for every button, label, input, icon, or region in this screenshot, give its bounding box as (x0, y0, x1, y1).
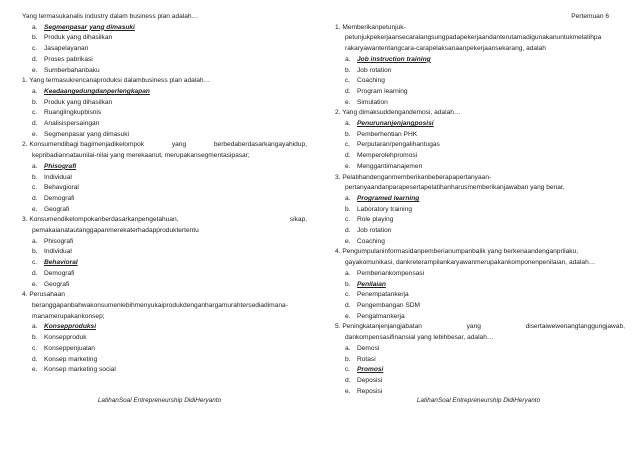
option-letter: b. (32, 248, 38, 256)
option-letter: a. (32, 23, 38, 31)
option-letter: d. (32, 355, 38, 363)
option-letter: a. (345, 194, 351, 202)
question-number: 3. (335, 173, 341, 181)
question-stem-cont: pemakaianatautanggapanmerekaterhadapproduktertentu (32, 227, 199, 235)
option-text: Demografi (44, 269, 75, 277)
answer-option (22, 130, 307, 141)
option-letter: c. (32, 45, 38, 53)
option-text: Konsepproduk (44, 334, 87, 342)
answer-option (22, 269, 307, 280)
answer-option (22, 183, 307, 194)
question-stem-part: sikap, (289, 216, 307, 224)
option-text: Coaching (357, 237, 385, 245)
option-text: Segmenpasar yang dimasuki (44, 130, 130, 138)
option-letter: c. (32, 344, 38, 352)
option-text: Pemberiankompensasi (357, 269, 425, 277)
option-text-correct: Keadaangedungdanperlengkapan (44, 87, 150, 95)
question-number: 1. (22, 77, 28, 85)
option-letter: b. (345, 280, 351, 288)
option-text-correct: Penurunanjenjangposisi (357, 120, 434, 128)
question-stem: Yang termasukrencanaproduksi dalambusiness plan adalah… (29, 77, 211, 85)
option-text: Geografi (44, 205, 70, 213)
question-stem-part: berbedaberdasarkangayahidup, (213, 141, 307, 149)
option-letter: b. (345, 66, 351, 74)
option-list (335, 119, 625, 173)
answer-option (22, 344, 307, 355)
question-stem: Perusahaan (29, 291, 65, 299)
option-letter: a. (32, 323, 38, 331)
option-text: Pengembangan SDM (357, 301, 421, 309)
right-question-column (335, 12, 625, 397)
option-text: Reposisi (357, 387, 383, 395)
answer-option (22, 280, 307, 291)
option-list (22, 87, 307, 141)
option-text: Laboratory training (357, 205, 412, 213)
question-stem-part: yang (171, 141, 187, 149)
option-text-correct: Behavioral (44, 259, 78, 267)
option-list (335, 344, 625, 398)
question-0 (22, 12, 307, 76)
right-page (319, 0, 638, 452)
option-list (335, 55, 625, 109)
question-stem: Yang termasukanalis industry dalam business plan adalah… (22, 13, 199, 20)
answer-option (22, 119, 307, 130)
question-3 (22, 215, 307, 290)
option-letter: b. (345, 205, 351, 213)
option-text-correct: Promosi (357, 366, 384, 374)
question-4 (335, 247, 625, 322)
answer-option (22, 355, 307, 366)
option-text: Phisografi (44, 237, 74, 245)
answer-option (22, 247, 307, 258)
option-text: Perputaran/pengalihantugas (357, 141, 440, 149)
option-letter: e. (345, 237, 351, 245)
question-number: 3. (22, 216, 28, 224)
question-number: 1. (335, 23, 341, 31)
question-stem-cont: beranggapanbahwakonsumenlebihmenyukaiprodukdenganhargamurahtersediadimana- (32, 301, 288, 309)
option-text: Geografi (44, 280, 70, 288)
option-letter: a. (345, 269, 351, 277)
question-stem-cont: pertanyaandanparapesertapelatihanharusmemberikanjawaban yang benar, (345, 184, 565, 192)
option-text: Rotasi (357, 355, 376, 363)
option-letter: c. (345, 141, 351, 149)
option-letter: b. (32, 98, 38, 106)
answer-option (22, 23, 307, 34)
option-text-correct: Penilaian (357, 280, 386, 288)
answer-option (22, 322, 307, 333)
left-question-column (22, 12, 307, 376)
answer-option (335, 312, 625, 323)
answer-option (22, 108, 307, 119)
option-text: Coaching (357, 77, 385, 85)
answer-option (22, 55, 307, 66)
question-stem: Memberikanpetunjuk- (342, 23, 406, 31)
question-2 (335, 108, 625, 172)
question-stem: Pengumpulaninformasidanpemberianumpanbalik yang berkenaandenganprilaku, (342, 248, 579, 256)
answer-option (335, 194, 625, 205)
page-footer: LatihanSoal Entrepreneurship DidiHeryanto (97, 397, 222, 404)
answer-option (335, 119, 625, 130)
question-number: 5. (335, 323, 341, 331)
option-letter: d. (32, 269, 38, 277)
option-letter: d. (345, 87, 351, 95)
answer-option (335, 355, 625, 366)
option-letter: a. (32, 87, 38, 95)
option-list (22, 322, 307, 376)
option-text: Demografi (44, 194, 75, 202)
option-letter: e. (32, 66, 38, 74)
option-text: Deposisi (357, 376, 383, 384)
answer-option (335, 344, 625, 355)
question-4 (22, 290, 307, 376)
option-letter: e. (32, 205, 38, 213)
option-letter: b. (32, 173, 38, 181)
question-stem: Pelatihandenganmemberikanbeberapapertanyaan- (342, 173, 492, 181)
question-stem-cont: rakaryawantentangcara-carapelaksanaanpekerjaansekarang, adalah (345, 45, 546, 53)
option-letter: a. (345, 55, 351, 63)
answer-option (22, 194, 307, 205)
option-letter: e. (345, 312, 351, 320)
answer-option (335, 290, 625, 301)
option-letter: e. (345, 387, 351, 395)
option-text: Individual (44, 248, 72, 256)
answer-option (22, 237, 307, 248)
option-letter: c. (32, 109, 38, 117)
option-letter: b. (32, 34, 38, 42)
option-text: Produk yang dihasilkan (44, 98, 113, 106)
option-text: Individual (44, 173, 72, 181)
question-1 (22, 76, 307, 140)
option-letter: a. (345, 120, 351, 128)
answer-option (335, 226, 625, 237)
answer-option (335, 162, 625, 173)
option-letter: b. (345, 130, 351, 138)
option-letter: e. (32, 280, 38, 288)
question-stem-cont: manamerupakankonsep; (32, 312, 105, 320)
option-text: Demosi (357, 344, 380, 352)
answer-option (335, 98, 625, 109)
option-text: Produk yang dihasilkan (44, 34, 113, 42)
answer-option (22, 365, 307, 376)
option-letter: c. (32, 259, 38, 267)
question-number: 4. (335, 248, 341, 256)
option-letter: a. (345, 344, 351, 352)
option-text-correct: Job instruction training (357, 55, 431, 63)
option-letter: c. (345, 366, 351, 374)
option-text: Penempatankerja (357, 291, 409, 299)
option-letter: e. (32, 130, 38, 138)
answer-option (335, 55, 625, 66)
answer-option (22, 66, 307, 77)
answer-option (335, 87, 625, 98)
option-text: Job rotation (357, 227, 392, 235)
question-5 (335, 322, 625, 397)
answer-option (22, 205, 307, 216)
answer-option (335, 215, 625, 226)
session-header: Pertemuan 6 (571, 13, 609, 20)
option-text: Konsep marketing (44, 355, 98, 363)
answer-option (335, 237, 625, 248)
option-text: Konseppenjualan (44, 344, 95, 352)
question-3 (335, 173, 625, 248)
answer-option (22, 98, 307, 109)
option-text: Pemberhentian PHK (357, 130, 418, 138)
option-text: Behavgioral (44, 184, 79, 192)
option-letter: d. (345, 152, 351, 160)
question-stem-part: Konsumendibagi bagimenjadikelompok (29, 141, 145, 149)
answer-option (22, 258, 307, 269)
answer-option (22, 162, 307, 173)
option-list (22, 23, 307, 77)
option-list (335, 269, 625, 323)
answer-option (335, 130, 625, 141)
answer-option (22, 173, 307, 184)
option-letter: e. (345, 162, 351, 170)
option-letter: c. (345, 291, 351, 299)
answer-option (335, 280, 625, 291)
question-number: 2. (335, 109, 341, 117)
question-2 (22, 140, 307, 215)
option-text: Jasapelayanan (44, 45, 89, 53)
option-letter: d. (32, 120, 38, 128)
option-text-correct: Konsepproduksi (44, 323, 97, 331)
answer-option (22, 44, 307, 55)
option-text: Analisispersaingan (44, 120, 100, 128)
answer-option (335, 301, 625, 312)
option-list (22, 237, 307, 291)
option-letter: a. (32, 162, 38, 170)
question-number: 4. (22, 291, 28, 299)
answer-option (22, 33, 307, 44)
option-letter: d. (345, 301, 351, 309)
option-text-correct: Segmenpasar yang dimasuki (44, 23, 135, 31)
option-letter: d. (32, 194, 38, 202)
option-text-correct: Programed learning (357, 194, 420, 202)
option-text: Simulation (357, 98, 388, 106)
answer-option (335, 205, 625, 216)
option-text: Memperolehpromosi (357, 152, 418, 160)
option-text: Job rotation (357, 66, 392, 74)
option-letter: c. (345, 216, 351, 224)
option-letter: a. (32, 237, 38, 245)
answer-option (22, 333, 307, 344)
option-text-correct: Phisografi (44, 162, 77, 170)
answer-option (335, 376, 625, 387)
answer-option (22, 87, 307, 98)
question-stem-cont: petunjukpekerjaansecaralangsungpadapekerjaandanterutamadigunakanuntukmelatihpa (345, 34, 602, 42)
page-footer: LatihanSoal Entrepreneurship DidiHeryanto (416, 397, 541, 404)
option-text: Ruanglingkupbisnis (44, 109, 102, 117)
answer-option (335, 365, 625, 376)
question-stem-part: disertaiwewenangtanggungjawab, (525, 323, 625, 331)
question-stem-part: Peningkatanjenjangjabatan (342, 323, 422, 331)
option-list (22, 162, 307, 216)
answer-option (335, 76, 625, 87)
option-text: Konsep marketing social (44, 366, 116, 374)
option-letter: c. (345, 77, 351, 85)
answer-option (335, 151, 625, 162)
question-stem-cont: dankompensasifinansial yang lebihbesar, adalah… (345, 334, 494, 342)
option-letter: b. (345, 355, 351, 363)
option-text: Sumberbahanbaku (44, 66, 100, 74)
question-1 (335, 23, 625, 109)
option-letter: b. (32, 334, 38, 342)
question-stem-part: yang (466, 323, 481, 331)
answer-option (335, 269, 625, 280)
option-text: Menggantimanajemen (357, 162, 423, 170)
option-letter: d. (345, 376, 351, 384)
option-list (335, 194, 625, 248)
option-letter: d. (345, 227, 351, 235)
question-stem-cont: kepribadiannataunilai-nilai yang merekaanut, merupakansegmentasipasar; (32, 152, 250, 160)
option-text: Pengalmankerja (357, 312, 405, 320)
option-text: Role playing (357, 216, 394, 224)
option-text: Program learning (357, 87, 408, 95)
option-letter: e. (345, 98, 351, 106)
question-stem-cont: gayakomunikasi, dankreterampilankaryawanmerupakankomponenpenilaian, adalah… (345, 259, 596, 267)
option-text: Proses pabrikasi (44, 55, 93, 63)
option-letter: e. (32, 366, 38, 374)
question-number: 2. (22, 141, 28, 149)
question-stem: Yang dimaksuddengandemosi, adalah… (342, 109, 461, 117)
question-stem-part: Konsumendikelompokanberdasarkanpengetahuan, (29, 216, 179, 224)
answer-option (335, 66, 625, 77)
option-letter: d. (32, 55, 38, 63)
answer-option (335, 140, 625, 151)
option-letter: c. (32, 184, 38, 192)
